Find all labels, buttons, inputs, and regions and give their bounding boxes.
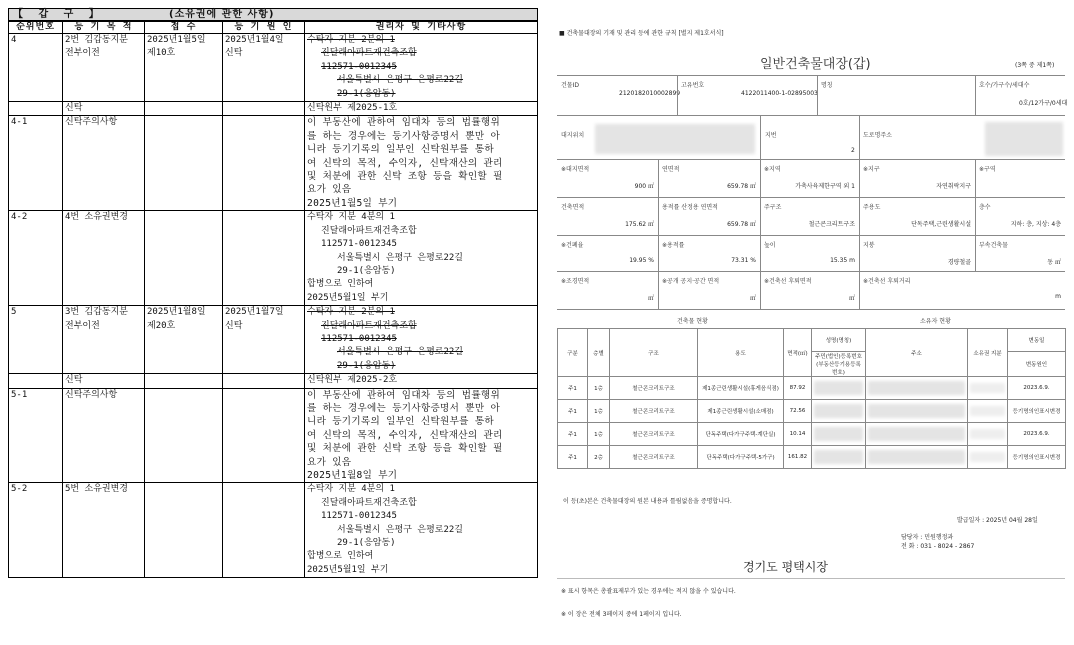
receipt-line: 2025년1월8일: [147, 307, 206, 318]
detail-line: 진달래아파트재건축조합: [321, 497, 417, 508]
rank-number: 5: [11, 307, 17, 318]
detail-line: 및 처분에 관한 신탁 조항 등을 확인할 필: [307, 443, 503, 455]
cell-use: 제1종근린생활시설(휴게음식점): [698, 377, 784, 400]
purpose-line: 4번 소유권변경: [65, 212, 129, 223]
cause-cell: [223, 116, 305, 211]
detail-line: 를 하는 경우에는 등기사항증명서 뿐만 아: [307, 402, 501, 414]
purpose-cell: [63, 306, 145, 374]
rank-number: 5-2: [11, 484, 28, 495]
sub-purpose: 신탁: [63, 102, 145, 116]
registry-header-row: [9, 22, 538, 34]
th-area: 면적(㎡): [784, 329, 812, 377]
address-redacted: [866, 400, 968, 423]
cell-use: 제1종근린생활시설(소매점): [698, 400, 784, 423]
header-rank: 순위번호: [9, 22, 63, 34]
th-structure: 구조: [610, 329, 698, 377]
cell-date: 2023.6.9.: [1008, 423, 1066, 446]
detail-line: 및 처분에 관한 신탁 조항 등을 확인할 필: [307, 171, 503, 183]
detail-line: 수탁자 지분 2분의 1: [307, 307, 395, 318]
spec-value: 659.78 ㎡: [727, 221, 756, 228]
spec-value: 철근콘크리트구조: [808, 221, 855, 228]
registry-row: [9, 34, 538, 102]
address-redacted: [866, 446, 968, 469]
registry-row: [9, 388, 538, 483]
note-2: ※ 이 장은 전체 3페이지 중에 1페이지 입니다.: [561, 611, 682, 618]
detail-line: 서울특별시 은평구 은평로22길: [337, 75, 464, 86]
purpose-cell: [63, 483, 145, 578]
receipt-cell: [145, 306, 223, 374]
ledger-title: 일반건축물대장(갑): [760, 57, 871, 72]
spec-label: ※용적률: [662, 242, 685, 249]
ownership-row: [558, 423, 1066, 446]
ownership-row: [558, 400, 1066, 423]
receipt-cell: [145, 211, 223, 306]
purpose-line: 3번 김갑동지분: [65, 307, 129, 318]
cell-area: 72.56: [784, 400, 812, 423]
cell-floor: 2층: [588, 446, 610, 469]
cause-line: 신탁: [225, 320, 243, 331]
cell-structure: 철근콘크리트구조: [610, 446, 698, 469]
detail-line: 이 부동산에 관하여 임대차 등의 법률행위: [307, 117, 501, 129]
spec-value: 900 ㎡: [634, 183, 654, 190]
details-cell: [305, 34, 538, 102]
owner-redacted: [812, 377, 866, 400]
address-redacted: [866, 377, 968, 400]
spec-value: 659.78 ㎡: [727, 183, 756, 190]
ledger-panel: [555, 20, 1067, 640]
building-id-value: 2120182010002899: [619, 90, 681, 97]
owner-status-label: 소유자 현황: [920, 318, 951, 325]
rank-cell: [9, 483, 63, 578]
receipt-line: 2025년1월5일: [147, 35, 206, 45]
receipt-cell: [145, 34, 223, 102]
share-redacted: [968, 446, 1008, 469]
detail-line: 112571-0012345: [321, 61, 397, 72]
th-owner-id: 주민(법인)등록번호 (부동산등기용등록번호): [812, 352, 866, 377]
ownership-row: [558, 377, 1066, 400]
purpose-cell: [63, 34, 145, 102]
owner-redacted: [812, 423, 866, 446]
registry-row: [9, 116, 538, 211]
officer: 담당자 : 민원행정과: [901, 534, 954, 541]
detail-line: 서울특별시 은평구 은평로22길: [337, 252, 464, 263]
spec-value: m: [1055, 293, 1061, 300]
site-label: 대지위치: [561, 132, 585, 139]
detail-line: 진달래아파트재건축조합: [321, 225, 417, 236]
spec-label: 용적률 산정용 연면적: [662, 204, 718, 211]
receipt-cell: [145, 388, 223, 483]
spec-label: ※지구: [863, 166, 880, 173]
registry-table: [8, 21, 538, 578]
spec-label: ※구역: [979, 166, 996, 173]
section-title: 【 갑 구 】: [13, 9, 105, 20]
spec-label: ※지역: [764, 166, 781, 173]
detail-line: 합병으로 인하여: [307, 279, 374, 290]
spec-value: ㎡: [749, 295, 756, 302]
spec-value: 동 ㎡: [1047, 259, 1061, 266]
cell-structure: 철근콘크리트구조: [610, 377, 698, 400]
cell-area: 10.14: [784, 423, 812, 446]
unique-no-label: 고유번호: [681, 82, 705, 89]
th-change-date: 변동일: [1008, 329, 1066, 352]
detail-line: 서울특별시 은평구 은평로22길: [337, 347, 464, 358]
spec-value: 가축사육제한구역 외 1: [795, 183, 855, 190]
cause-line: 2025년1월7일: [225, 307, 284, 318]
rank-number: 4: [11, 35, 17, 45]
cause-cell: [223, 388, 305, 483]
cause-cell: [223, 211, 305, 306]
spec-value: 지하: 층, 지상: 4층: [1010, 221, 1061, 228]
ownership-table: [557, 328, 1066, 469]
share-redacted: [968, 400, 1008, 423]
detail-line: 여 신탁의 목적, 수익자, 신탁재산의 관리: [307, 429, 503, 441]
lot-label: 지번: [765, 132, 777, 139]
rank-number: 4-2: [11, 212, 28, 223]
spec-value: 15.35 m: [830, 257, 855, 264]
rank-number: 5-1: [11, 389, 28, 400]
ledger-regulation: ■ 건축물대장의 기재 및 관리 등에 관한 규칙 [별지 제1호서식]: [559, 30, 724, 37]
cell-date: 등기명의인표시변경: [1008, 400, 1066, 423]
rank-cell-empty: [9, 102, 63, 116]
building-status-label: 건축물 현황: [677, 318, 708, 325]
cause-cell: [223, 34, 305, 102]
spec-label: ※건폐율: [561, 242, 584, 249]
detail-line: 요가 있음: [307, 456, 352, 468]
spec-label: 건축면적: [561, 204, 585, 211]
detail-line: 112571-0012345: [321, 511, 397, 522]
unique-no-value: 4122011400-1-02895003: [741, 90, 818, 97]
units-value: 0호/12가구/0세대: [1019, 100, 1068, 107]
details-cell: [305, 211, 538, 306]
spec-label: 주구조: [764, 204, 782, 211]
rank-cell: [9, 116, 63, 211]
th-owner-name: 성명(명칭): [812, 329, 866, 352]
spec-value: 단독주택,근린생활시설: [911, 221, 971, 228]
cell-floor: 1층: [588, 377, 610, 400]
ledger-page-info: (3쪽 중 제1쪽): [1015, 62, 1055, 69]
th-gubun: 구분: [558, 329, 588, 377]
site-redacted: [595, 124, 755, 154]
spec-label: ※대지면적: [561, 166, 590, 173]
section-header: [8, 8, 538, 21]
detail-line: 요가 있음: [307, 184, 352, 196]
details-cell: [305, 116, 538, 211]
sub-purpose: 신탁: [63, 374, 145, 388]
detail-line: 수탁자 지분 4분의 1: [307, 484, 395, 495]
phone: 전 화 : 031 - 8024 - 2867: [901, 543, 975, 550]
certify-text: 이 등(초)본은 건축물대장의 원본 내용과 틀림없음을 증명합니다.: [563, 498, 732, 505]
detail-line: 서울특별시 은평구 은평로22길: [337, 524, 464, 535]
purpose-cell: [63, 388, 145, 483]
rank-cell-empty: [9, 374, 63, 388]
share-redacted: [968, 377, 1008, 400]
registry-subrow: [9, 374, 538, 388]
spec-label: 높이: [764, 242, 776, 249]
owner-redacted: [812, 446, 866, 469]
detail-line: 진달래아파트재건축조합: [321, 48, 417, 59]
header-purpose: 등 기 목 적: [63, 22, 145, 34]
th-share: 소유권 지분: [968, 329, 1008, 377]
cell-structure: 철근콘크리트구조: [610, 400, 698, 423]
building-id-label: 건물ID: [561, 82, 579, 89]
purpose-line: 전부이전: [65, 48, 100, 59]
detail-line: 합병으로 인하여: [307, 551, 374, 562]
spec-label: 연면적: [662, 166, 680, 173]
spec-label: ※조경면적: [561, 278, 590, 285]
spec-label: ※공개 공지·공간 면적: [662, 278, 720, 285]
cause-cell-empty: [223, 102, 305, 116]
cause-cell-empty: [223, 374, 305, 388]
purpose-line: 5번 소유권변경: [65, 484, 129, 495]
receipt-line: 제20호: [147, 320, 176, 331]
rank-cell: [9, 34, 63, 102]
detail-line: 니라 등기기록의 일부인 신탁원부를 통하: [307, 416, 494, 428]
details-cell: [305, 306, 538, 374]
receipt-cell-empty: [145, 374, 223, 388]
purpose-line: 전부이전: [65, 320, 100, 331]
header-receipt: 접 수: [145, 22, 223, 34]
cause-line: 신탁: [225, 48, 243, 59]
receipt-cell: [145, 483, 223, 578]
detail-line: 이 부동산에 관하여 임대차 등의 법률행위: [307, 389, 501, 401]
registry-subrow: [9, 102, 538, 116]
th-change-cause: 변동원인: [1008, 352, 1066, 377]
purpose-cell: [63, 116, 145, 211]
cell-gubun: 주1: [558, 377, 588, 400]
rank-number: 4-1: [11, 117, 28, 128]
cell-use: 단독주택(다가구주택-5가구): [698, 446, 784, 469]
detail-line: 2025년5월1일 부기: [307, 564, 389, 575]
details-cell: [305, 388, 538, 483]
detail-line: 2025년5월1일 부기: [307, 292, 389, 303]
details-cell: [305, 483, 538, 578]
th-floor: 층별: [588, 329, 610, 377]
spec-value: 경량철골: [947, 259, 971, 266]
th-use: 용도: [698, 329, 784, 377]
issue-date: 발급일자 : 2025년 04월 28일: [957, 517, 1038, 524]
detail-line: 29-1(응암동): [337, 265, 396, 276]
note-1: ※ 표시 항목은 총괄표제부가 있는 경우에는 적지 않을 수 있습니다.: [561, 588, 736, 595]
spec-label: 층수: [979, 204, 991, 211]
road-redacted: [985, 122, 1063, 156]
purpose-line: 2번 김갑동지분: [65, 35, 129, 45]
spec-value: 자연취락지구: [936, 183, 971, 190]
rank-cell: [9, 306, 63, 374]
rank-cell: [9, 388, 63, 483]
receipt-line: 제10호: [147, 48, 176, 59]
cell-gubun: 주1: [558, 423, 588, 446]
spec-value: ㎡: [647, 295, 654, 302]
cause-line: 2025년1월4일: [225, 35, 284, 45]
lot-value: 2: [851, 147, 855, 154]
detail-line: 진달래아파트재건축조합: [321, 320, 417, 331]
ownership-row: [558, 446, 1066, 469]
owner-redacted: [812, 400, 866, 423]
units-label: 호수/가구수/세대수: [979, 82, 1030, 89]
road-label: 도로명주소: [863, 132, 892, 139]
section-subtitle: (소유권에 관한 사항): [169, 9, 275, 20]
name-label: 명칭: [821, 82, 833, 89]
registry-panel: [8, 8, 538, 640]
spec-value: 175.62 ㎡: [625, 221, 654, 228]
cell-date: 등기명의인표시변경: [1008, 446, 1066, 469]
cell-floor: 1층: [588, 400, 610, 423]
receipt-cell-empty: [145, 102, 223, 116]
detail-line: 수탁자 지분 2분의 1: [307, 35, 395, 45]
detail-line: 를 하는 경우에는 등기사항증명서 뿐만 아: [307, 130, 501, 142]
header-cause: 등 기 원 인: [223, 22, 305, 34]
detail-line: 29-1(응암동): [337, 88, 396, 99]
spec-value: ㎡: [848, 295, 855, 302]
cell-gubun: 주1: [558, 446, 588, 469]
detail-line: 수탁자 지분 4분의 1: [307, 212, 395, 223]
purpose-line: 신탁주의사항: [65, 389, 118, 400]
spec-value: 73.31 %: [731, 257, 756, 264]
purpose-cell: [63, 211, 145, 306]
receipt-cell: [145, 116, 223, 211]
detail-line: 2025년1월5일 부기: [307, 197, 398, 209]
address-redacted: [866, 423, 968, 446]
detail-line: 29-1(응암동): [337, 360, 396, 371]
cell-gubun: 주1: [558, 400, 588, 423]
rank-cell: [9, 211, 63, 306]
purpose-line: 신탁주의사항: [65, 117, 118, 128]
cell-area: 87.92: [784, 377, 812, 400]
cell-area: 161.82: [784, 446, 812, 469]
spec-label: ※건축선 후퇴거리: [863, 278, 911, 285]
issuer: 경기도 평택시장: [743, 560, 828, 574]
spec-label: 지붕: [863, 242, 875, 249]
cell-floor: 1층: [588, 423, 610, 446]
registry-body: [9, 34, 538, 578]
detail-line: 112571-0012345: [321, 239, 397, 250]
registry-row: [9, 306, 538, 374]
spec-label: 부속건축물: [979, 242, 1008, 249]
cause-cell: [223, 306, 305, 374]
share-redacted: [968, 423, 1008, 446]
detail-line: 2025년1월8일 부기: [307, 470, 398, 481]
spec-label: ※건축선 후퇴면적: [764, 278, 812, 285]
detail-line: 29-1(응암동): [337, 538, 396, 549]
cell-structure: 철근콘크리트구조: [610, 423, 698, 446]
registry-row: [9, 483, 538, 578]
registry-row: [9, 211, 538, 306]
detail-line: 여 신탁의 목적, 수익자, 신탁재산의 관리: [307, 157, 503, 169]
detail-line: 112571-0012345: [321, 333, 397, 344]
header-details: 권리자 및 기타사항: [305, 22, 538, 34]
cause-cell: [223, 483, 305, 578]
sub-detail: 신탁원부 제2025-2호: [305, 374, 538, 388]
sub-detail: 신탁원부 제2025-1호: [305, 102, 538, 116]
cell-use: 단독주택(다가구주택-계단실): [698, 423, 784, 446]
detail-line: 니라 등기기록의 일부인 신탁원부를 통하: [307, 144, 494, 156]
spec-value: 19.95 %: [629, 257, 654, 264]
th-address: 주소: [866, 329, 968, 377]
spec-label: 주용도: [863, 204, 881, 211]
cell-date: 2023.6.9.: [1008, 377, 1066, 400]
